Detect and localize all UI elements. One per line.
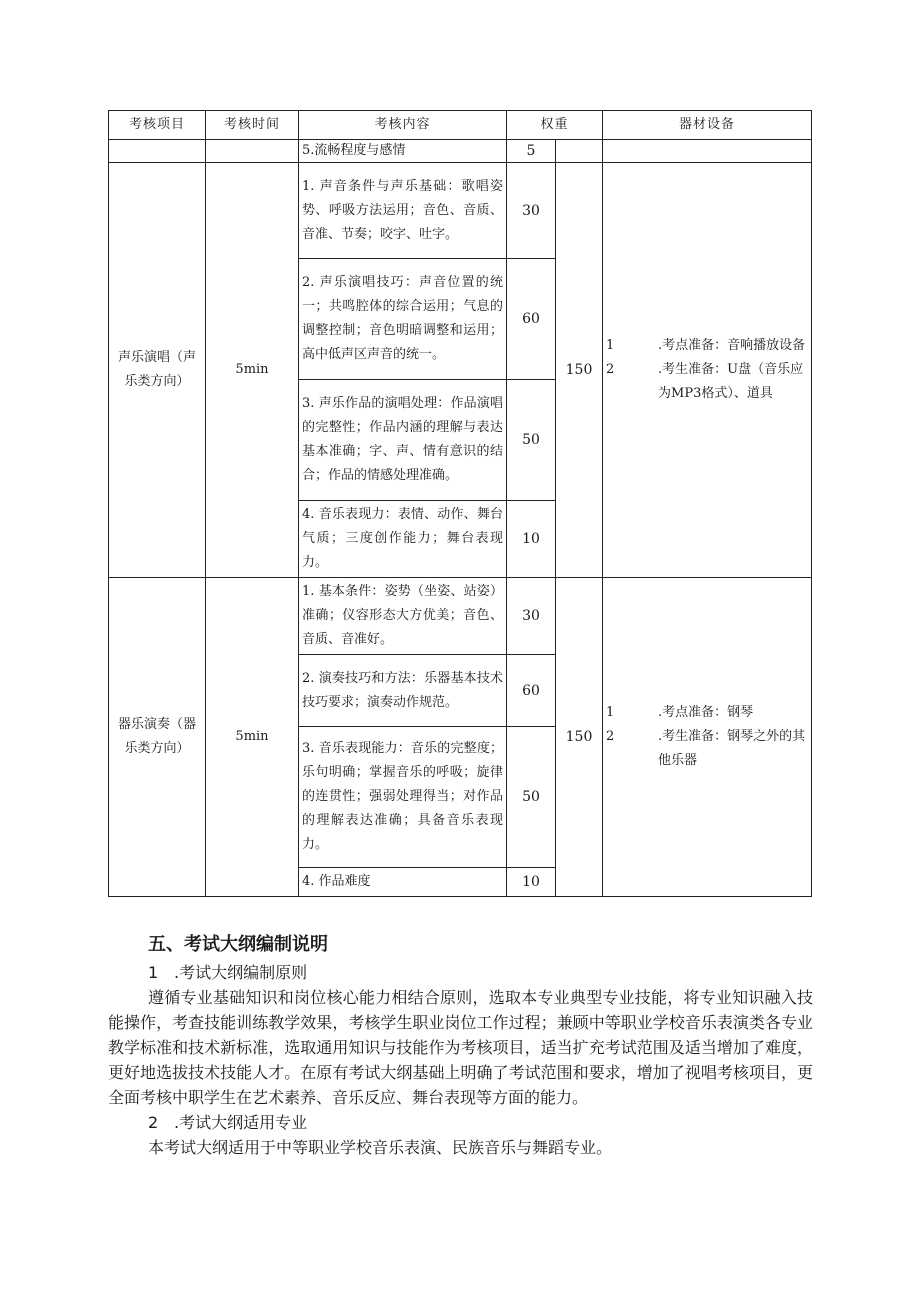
content-cell: 1. 声音条件与声乐基础：歌唱姿势、呼吸方法运用；音色、音质、音准、节奏；咬字、吐字。 [299, 163, 507, 259]
table-header-row [109, 111, 812, 140]
paragraph-applicable-majors: 本考试大纲适用于中等职业学校音乐表演、民族音乐与舞蹈专业。 [148, 1138, 613, 1157]
equipment-line: 1 .考点准备：钢琴 [606, 705, 754, 720]
content-cell: 2. 演奏技巧和方法：乐器基本技术技巧要求；演奏动作规范。 [299, 655, 507, 727]
equipment-cell-instrument [603, 578, 812, 897]
content-cell: 4. 音乐表现力：表情、动作、舞台气质；三度创作能力；舞台表现力。 [299, 501, 507, 578]
weight-cell: 60 [507, 259, 556, 380]
weight-cell: 10 [507, 501, 556, 578]
total-weight-instrument: 150 [556, 578, 603, 897]
weight-cell: 50 [507, 727, 556, 868]
content-cell: 5.流畅程度与感情 [299, 140, 507, 163]
paragraph-principles: 遵循专业基础知识和岗位核心能力相结合原则，选取本专业典型专业技能，将专业知识融入技能操作，考查技能训练教学效果，考核学生职业岗位工作过程；兼顾中等职业学校音乐表演类各专业教学标准和技术新标准，选取通用知识与技能作为考核项目，适当扩充考试范围及适当增加了难度，更好地选拔技术技能人才。在原有考试大纲基础上明确了考试范围和要求，增加了视唱考核项目，更全面考核中职学生在艺术素养、音乐反应、舞台表现等方面的能力。 [108, 988, 813, 1107]
subheading-applicable-majors: 2 .考试大纲适用专业 [148, 1113, 308, 1132]
header-content: 考核内容 [299, 111, 507, 140]
weight-cell: 10 [507, 868, 556, 897]
content-cell: 3. 声乐作品的演唱处理：作品演唱的完整性；作品内涵的理解与表达基本准确；字、声、情有意识的结合；作品的情感处理准确。 [299, 380, 507, 501]
total-weight-vocal: 150 [556, 163, 603, 578]
section-title: 五、考试大纲编制说明 [148, 934, 328, 955]
weight-cell: 30 [507, 578, 556, 655]
table-row [109, 163, 812, 259]
content-cell: 3. 音乐表现能力：音乐的完整度；乐句明确；掌握音乐的呼吸；旋律的连贯性；强弱处理得当；对作品的理解表达准确；具备音乐表现力。 [299, 727, 507, 868]
content-cell: 4. 作品难度 [299, 868, 507, 897]
item-cell-instrument: 器乐演奏（器乐类方向） [109, 578, 206, 897]
time-cell-vocal: 5min [206, 163, 299, 578]
weight-cell: 60 [507, 655, 556, 727]
weight-cell: 50 [507, 380, 556, 501]
weight-cell: 5 [507, 140, 556, 163]
header-equipment: 器材设备 [603, 111, 812, 140]
table-row [109, 578, 812, 655]
time-cell-instrument: 5min [206, 578, 299, 897]
equipment-line: 2 .考生准备：U盘（音乐应为MP3格式）、道具 [606, 362, 804, 401]
header-weight: 权重 [507, 111, 603, 140]
content-cell: 1. 基本条件：姿势（坐姿、站姿）准确；仪容形态大方优美；音色、音质、音准好。 [299, 578, 507, 655]
equipment-line: 1 .考点准备：音响播放设备 [606, 338, 806, 353]
exam-table [108, 110, 812, 897]
table-row [109, 140, 812, 163]
explanation-section [108, 930, 813, 1160]
weight-cell: 30 [507, 163, 556, 259]
equipment-cell-vocal [603, 163, 812, 578]
header-item: 考核项目 [109, 111, 206, 140]
content-cell: 2. 声乐演唱技巧：声音位置的统一；共鸣腔体的综合运用；气息的调整控制；音色明暗调整和运用；高中低声区声音的统一。 [299, 259, 507, 380]
subheading-principles: 1 .考试大纲编制原则 [148, 963, 308, 982]
equipment-line: 2 .考生准备：钢琴之外的其他乐器 [606, 729, 806, 768]
item-cell-vocal: 声乐演唱（声乐类方向） [109, 163, 206, 578]
header-time: 考核时间 [206, 111, 299, 140]
